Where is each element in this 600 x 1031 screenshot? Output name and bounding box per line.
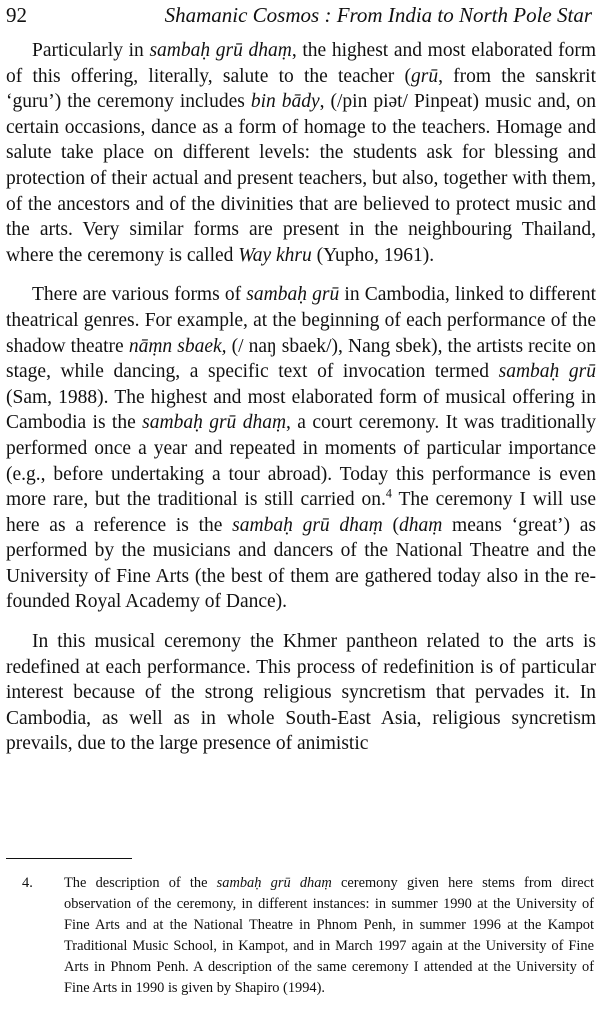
text-run: ( bbox=[382, 514, 399, 536]
italic-term: nāṃn sbaek, bbox=[128, 335, 227, 357]
text-run: , the highest and most elaborated form of this offering, literally, salute to the teacher ( bbox=[6, 40, 596, 87]
italic-term: dhaṃ bbox=[398, 514, 443, 536]
text-run: The description of the bbox=[64, 875, 217, 891]
footnote-rule bbox=[6, 858, 132, 859]
text-run: means ‘great’) as performed by the musicians and dancers of the National Theatre and the University of Fine Arts (the best of them are gathered today also in the re-founded Royal Academy of Dance). bbox=[6, 514, 597, 613]
text-run: (Yupho, 1961). bbox=[311, 244, 435, 266]
footnote-reference: 4 bbox=[385, 486, 392, 501]
text-run: There are various forms of bbox=[32, 284, 247, 306]
text-run: ceremony given here stems from direct observation of the ceremony, in different instances: in summer 1990 at the University of Fine Arts and at the National Theatre in Phnom Penh, in summer 1996 at the Kampot Traditional Music School, in Kampot, and in March 1997 again at the University of Fine Arts in Phnom Penh. A description of the same ceremony I attended at the University of Fine Arts in 1990 is given by Shapiro (1994). bbox=[64, 875, 594, 996]
text-run: Particularly in bbox=[32, 40, 150, 61]
page-number: 92 bbox=[6, 3, 27, 27]
paragraph bbox=[6, 282, 596, 615]
running-title: Shamanic Cosmos : From India to North Pole Star bbox=[164, 3, 592, 27]
italic-term: bin bādy bbox=[250, 91, 320, 113]
italic-term: sambaḥ grū dhaṃ bbox=[149, 40, 292, 61]
italic-term: sambaḥ grū dhaṃ bbox=[232, 514, 383, 536]
italic-term: Way khru bbox=[238, 244, 312, 266]
text-run: In this musical ceremony the Khmer pantheon related to the arts is redefined at each performance. This process of redefinition is of particular interest because of the strong religious syncretism that pervades it. In Cambodia, as well as in whole South-East Asia, religious syncretism prevails, due to the large presence of animistic bbox=[6, 631, 596, 755]
italic-term: sambaḥ grū bbox=[246, 284, 340, 306]
paragraph bbox=[6, 629, 596, 757]
italic-term: sambaḥ grū dhaṃ bbox=[142, 412, 287, 434]
body-text bbox=[6, 38, 596, 771]
footnote bbox=[22, 873, 594, 999]
page-header bbox=[6, 2, 592, 28]
text-run: in Cambodia, linked to different theatrical genres. For example, at the beginning of each performance of the shadow theatre bbox=[6, 284, 596, 357]
text-run: (Sam, 1988). The highest and most elaborated form of musical offering in Cambodia is the bbox=[6, 386, 596, 434]
italic-term: sambaḥ grū bbox=[498, 361, 596, 383]
text-run: , from the sanskrit ‘guru’) the ceremony includes bbox=[6, 65, 596, 113]
text-run: The ceremony I will use here as a reference is the bbox=[6, 489, 596, 536]
paragraph bbox=[6, 38, 596, 268]
footnote-text bbox=[64, 873, 594, 999]
italic-term: grū bbox=[410, 65, 439, 87]
footnote-number: 4. bbox=[22, 875, 33, 891]
text-run: (/ naŋ sbaek/), Nang sbek), the artists recite on stage, while dancing, a specific text of invocation termed bbox=[6, 335, 597, 383]
text-run: , (/pin piət/ Pinpeat) music and, on certain occasions, dance as a form of homage to the teachers. Homage and salute take place on different levels: the students ask for blessing and protection of their actual and present teachers, but also, together with them, of the ancestors and of the divinities that are believed to protect music and the arts. Very similar forms are present in the neighbouring Thailand, where the ceremony is called bbox=[6, 91, 596, 266]
text-run: , a court ceremony. It was traditionally performed once a year and repeated in moments of particular importance (e.g., before undertaking a tour abroad). Today this performance is even more rare, but the traditional is still carried on. bbox=[6, 412, 596, 511]
italic-term: sambaḥ grū dhaṃ bbox=[216, 875, 332, 891]
